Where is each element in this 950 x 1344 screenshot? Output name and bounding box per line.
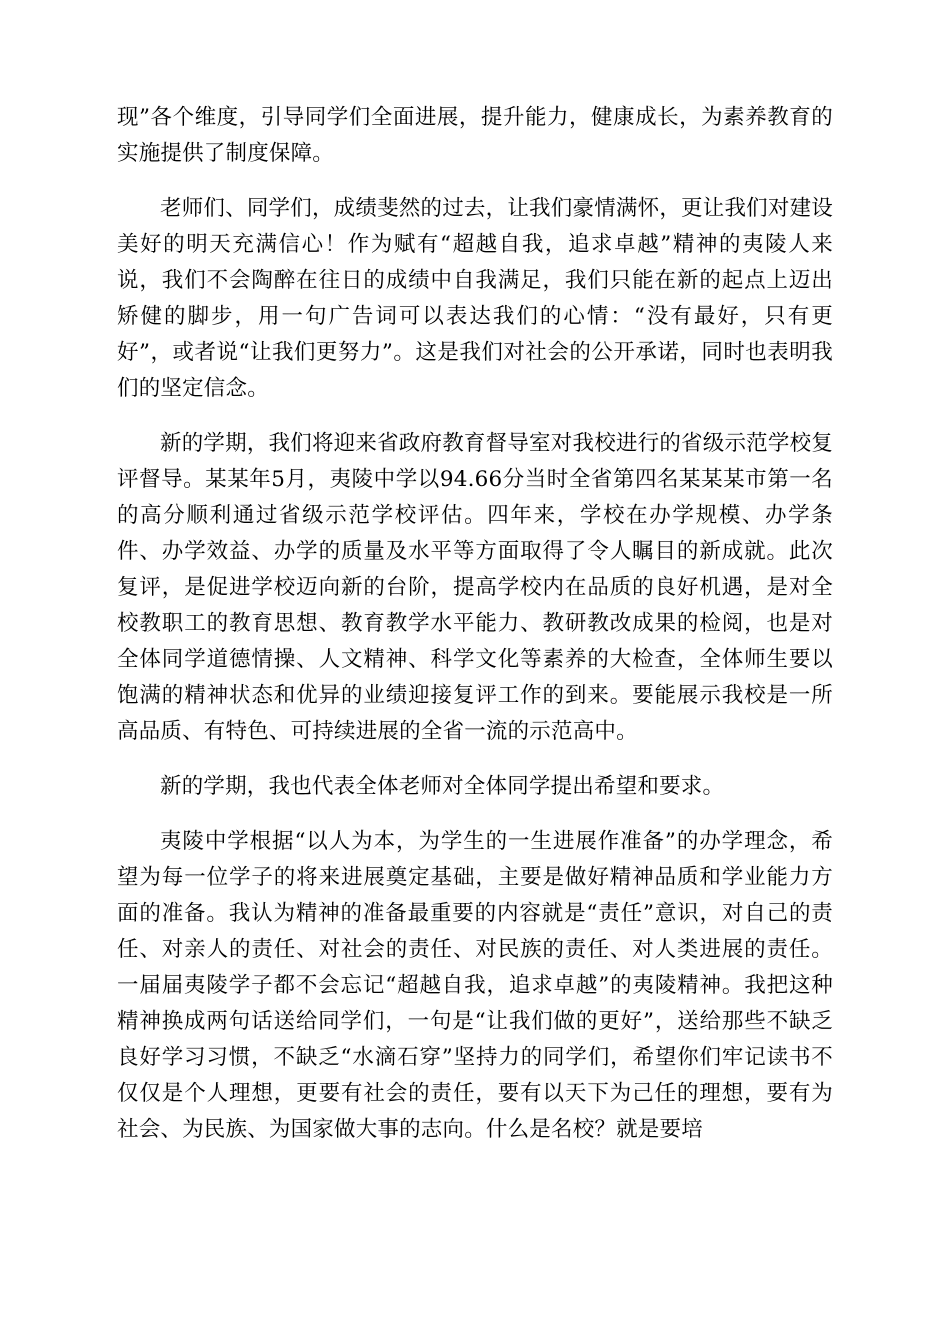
paragraph-philosophy: 夷陵中学根据“以人为本，为学生的一生进展作准备”的办学理念，希望为每一位学子的将来进展奠定基础，主要是做好精神品质和学业能力方面的准备。我认为精神的准备最重要的内容就是“责任”意识，对自己的责任、对亲人的责任、对社会的责任、对民族的责任、对人类进展的责任。一届届夷陵学子都不会忘记“超越自我，追求卓越”的夷陵精神。我把这种精神换成两句话送给同学们，一句是“让我们做的更好”，送给那些不缺乏良好学习习惯，不缺乏“水滴石穿”坚持力的同学们，希望你们牢记读书不仅仅是个人理想，更要有社会的责任，要有以天下为己任的理想，要有为社会、为民族、为国家做大事的志向。什么是名校？就是要培 xyxy=(117,829,833,1142)
paragraph-continued: 现”各个维度，引导同学们全面进展，提升能力，健康成长，为素养教育的实施提供了制度保障。 xyxy=(117,105,833,166)
document-page xyxy=(117,100,833,1167)
paragraph-expectations: 新的学期，我也代表全体老师对全体同学提出希望和要求。 xyxy=(160,774,725,799)
paragraph-confidence: 老师们、同学们，成绩斐然的过去，让我们豪情满怀，更让我们对建设美好的明天充满信心！作为赋有“超越自我，追求卓越”精神的夷陵人来说，我们不会陶醉在往日的成绩中自我满足，我们只能在新的起点上迈出矫健的脚步，用一句广告词可以表达我们的心情：“没有最好，只有更好”，或者说“让我们更努力”。这是我们对社会的公开承诺，同时也表明我们的坚定信念。 xyxy=(117,196,833,401)
paragraph-reevaluation: 新的学期，我们将迎来省政府教育督导室对我校进行的省级示范学校复评督导。某某年5月，夷陵中学以94.66分当时全省第四名某某某市第一名的高分顺利通过省级示范学校评估。四年来，学校在办学规模、办学条件、办学效益、办学的质量及水平等方面取得了令人瞩目的新成就。此次复评，是促进学校迈向新的台阶，提高学校内在品质的良好机遇，是对全校教职工的教育思想、教育教学水平能力、教研教改成果的检阅，也是对全体同学道德情操、人文精神、科学文化等素养的大检查，全体师生要以饱满的精神状态和优异的业绩迎接复评工作的到来。要能展示我校是一所高品质、有特色、可持续进展的全省一流的示范高中。 xyxy=(117,431,833,744)
